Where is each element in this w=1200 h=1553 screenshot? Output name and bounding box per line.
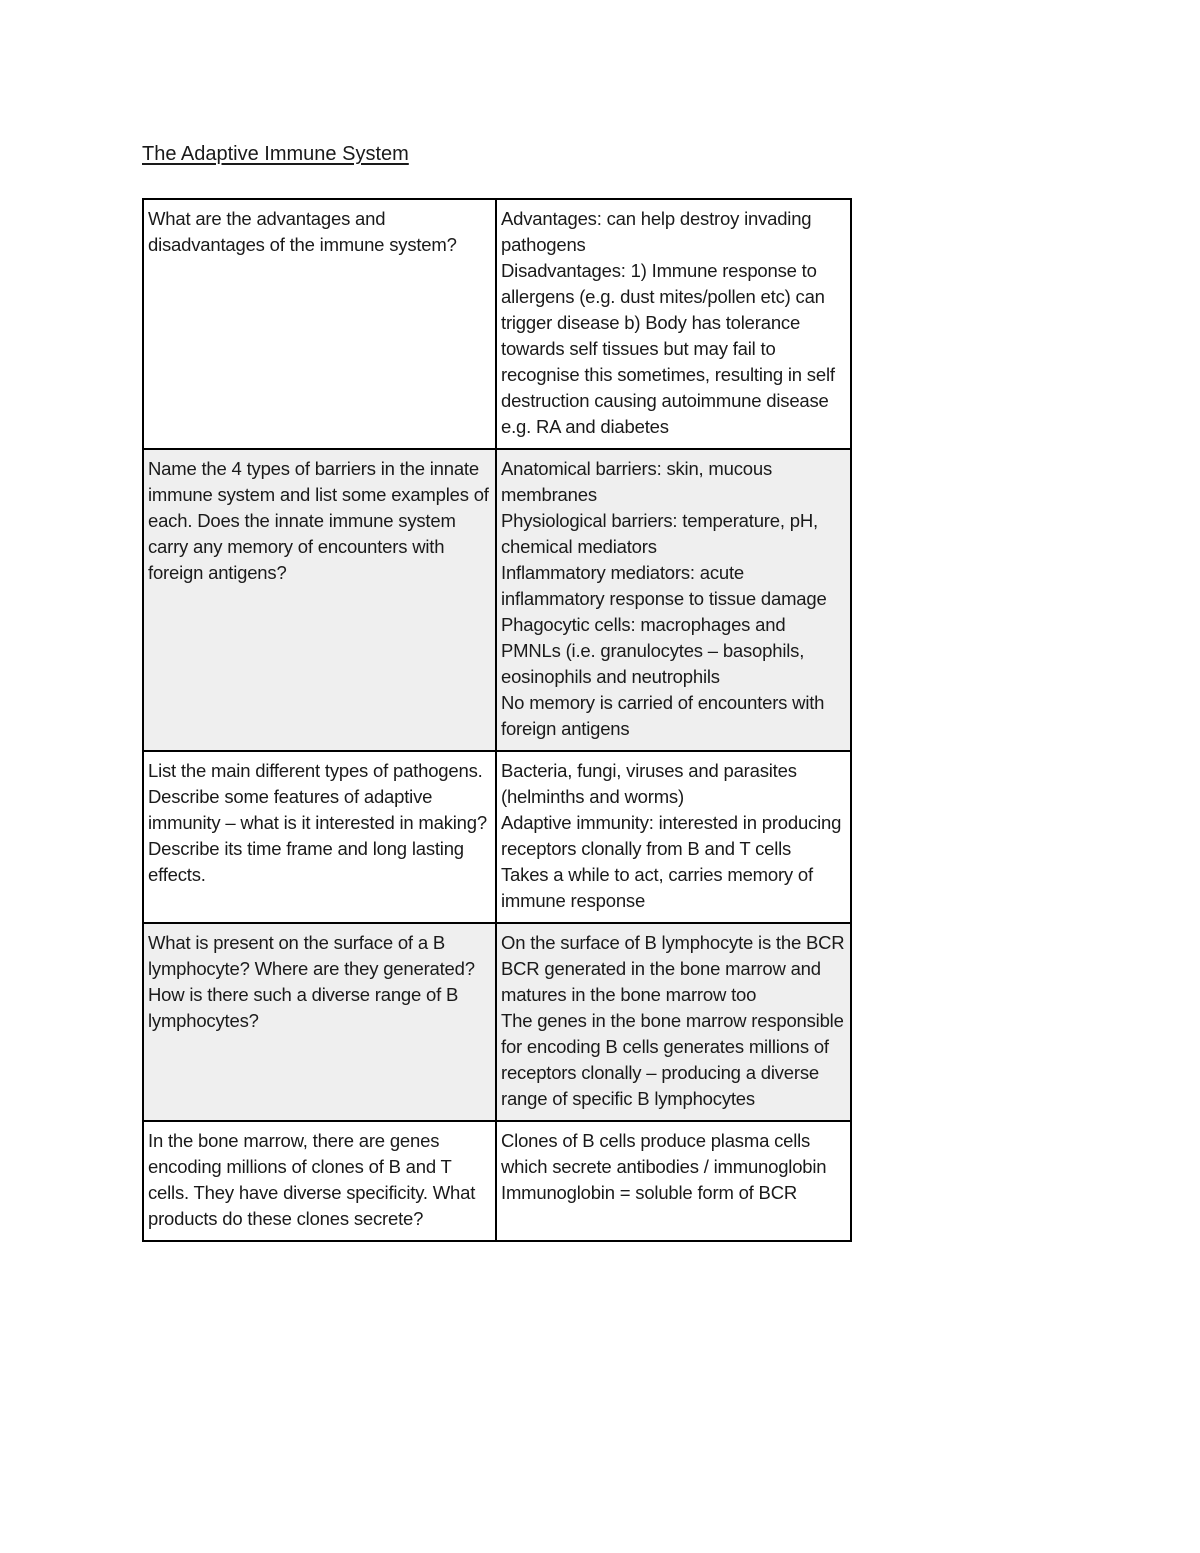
answer-line: Adaptive immunity: interested in producing receptors clonally from B and T cells bbox=[501, 812, 842, 859]
answer-cell bbox=[496, 199, 851, 449]
answer-line: Clones of B cells produce plasma cells which secrete antibodies / immunoglobin bbox=[501, 1130, 827, 1177]
answer-line: Advantages: can help destroy invading pathogens bbox=[501, 208, 812, 255]
question-answer-table bbox=[142, 198, 852, 1242]
table-row bbox=[143, 449, 851, 751]
answer-line: On the surface of B lymphocyte is the BCR bbox=[501, 932, 845, 953]
answer-line: Phagocytic cells: macrophages and PMNLs (i.e. granulocytes – basophils, eosinophils and neutrophils bbox=[501, 614, 805, 687]
table-row bbox=[143, 1121, 851, 1241]
answer-line: No memory is carried of encounters with foreign antigens bbox=[501, 692, 825, 739]
table-row bbox=[143, 199, 851, 449]
table-row bbox=[143, 923, 851, 1121]
question-cell: What is present on the surface of a B lymphocyte? Where are they generated? How is there such a diverse range of B lymphocytes? bbox=[143, 923, 496, 1121]
table-row bbox=[143, 751, 851, 923]
answer-cell bbox=[496, 1121, 851, 1241]
answer-line: Anatomical barriers: skin, mucous membranes bbox=[501, 458, 772, 505]
answer-cell bbox=[496, 449, 851, 751]
answer-line: Bacteria, fungi, viruses and parasites (helminths and worms) bbox=[501, 760, 797, 807]
answer-line: Disadvantages: 1) Immune response to allergens (e.g. dust mites/pollen etc) can trigger disease b) Body has tolerance towards self tissues but may fail to recognise this sometimes, resulting in self destruction causing autoimmune disease e.g. RA and diabetes bbox=[501, 260, 835, 437]
answer-line: Immunoglobin = soluble form of BCR bbox=[501, 1182, 798, 1203]
answer-line: The genes in the bone marrow responsible for encoding B cells generates millions of receptors clonally – producing a diverse range of specific B lymphocytes bbox=[501, 1010, 844, 1109]
question-cell: Name the 4 types of barriers in the innate immune system and list some examples of each. Does the innate immune system carry any memory of encounters with foreign antigens? bbox=[143, 449, 496, 751]
question-cell: In the bone marrow, there are genes encoding millions of clones of B and T cells. They have diverse specificity. What products do these clones secrete? bbox=[143, 1121, 496, 1241]
answer-cell bbox=[496, 751, 851, 923]
answer-line: Inflammatory mediators: acute inflammatory response to tissue damage bbox=[501, 562, 827, 609]
question-cell: What are the advantages and disadvantages of the immune system? bbox=[143, 199, 496, 449]
answer-line: BCR generated in the bone marrow and matures in the bone marrow too bbox=[501, 958, 821, 1005]
page-title: The Adaptive Immune System bbox=[142, 143, 409, 165]
answer-cell bbox=[496, 923, 851, 1121]
answer-line: Physiological barriers: temperature, pH, chemical mediators bbox=[501, 510, 818, 557]
question-cell: List the main different types of pathogens. Describe some features of adaptive immunity – what is it interested in making? Describe its time frame and long lasting effects. bbox=[143, 751, 496, 923]
answer-line: Takes a while to act, carries memory of immune response bbox=[501, 864, 813, 911]
